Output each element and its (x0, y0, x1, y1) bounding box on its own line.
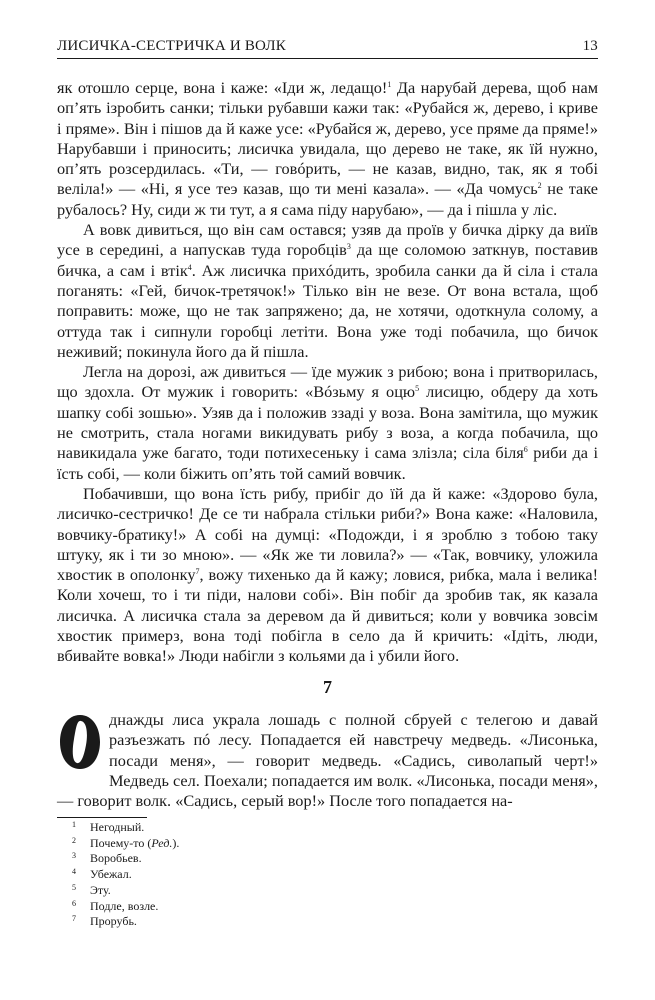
drop-cap-o (57, 712, 103, 772)
footnote-mark: 7 (72, 914, 76, 924)
footnote (72, 883, 179, 899)
footnotes (72, 820, 179, 930)
story-paragraph (57, 362, 598, 484)
footnote-mark: 6 (72, 898, 76, 908)
footnote-text: Эту. (90, 882, 111, 897)
story-paragraph (57, 484, 598, 667)
section-7-text (57, 710, 598, 811)
footnote-ref: 7 (195, 567, 200, 577)
text-run: Побачивши, що вона їсть рибу, прибіг до їй да й каже: «Здорово була, лисичко-сестричко! Де се ти набрала стільки риби?» Вона каже: «Наловила, вовчику-братику!» А собі на думці: «Подожди, і я зроблю з тобою таку штуку, як і ти зо мною». — «Як же ти ловила?» — «Так, вовчику, уложила хвостик в ополонку (57, 483, 598, 585)
text-run: риби да і їсть собі, — коли біжить оп’ять той самий вовчик. (57, 443, 598, 483)
running-head-title: ЛИСИЧКА-СЕСТРИЧКА И ВОЛК (57, 38, 286, 54)
footnote (72, 851, 179, 867)
page-number: 13 (582, 38, 598, 54)
section-number: 7 (323, 677, 332, 697)
footnote (72, 914, 179, 930)
text-run: як отошло серце, вона і каже: «Іди ж, ледащо! (57, 78, 388, 97)
footnote-ref: 4 (187, 262, 192, 272)
footnote-text: Прорубь. (90, 914, 137, 929)
running-head (57, 36, 598, 59)
footnote-mark: 2 (72, 835, 76, 845)
drop-cap-o-glyph (57, 712, 103, 772)
footnote-ref: 5 (415, 384, 420, 394)
footnote-ref: 6 (523, 445, 528, 455)
footnote (72, 820, 179, 836)
text-run: Да нарубай дерева, щоб нам оп’ять ізробить санки; тільки рубавши кажи так: «Рубайся ж, дерево, і криве і пряме». Він і пішов да й каже усе: «Рубайся ж, дерево, усе пряме да пряме!» Нарубавши і приносить; лисичка увидала, що дерево не таке, як їй нужно, оп’ять розсердилась. «Ти, — говóрить, — не казав, видно, так, як я тобі веліла!» — «Ні, я усе теэ казав, що ти мені казала». — «Да чомусь (57, 78, 598, 199)
footnote-italic: Ред. (151, 835, 173, 850)
footnote-ref: 1 (387, 80, 392, 89)
footnote (72, 867, 179, 883)
text-run: лисицю, обдеру да хоть шапку собі зошью». Узяв да і положив ззаді у воза. Вона замітила, що мужик не смотрить, стала ногами викидувать рибу з воза, а когда побачила, що навикидала уже багато, тоди потихесеньку і сама злізла; сіла біля (57, 382, 598, 463)
footnote-text: Негодный. (90, 820, 145, 834)
text-run: , вожу тихенько да й кажу; ловися, рибка, мала і велика! Коли хочеш, то і ти піди, налови собі». Він побіг да зробив так, як казала лисичка. А лисичка стала за деревом да й дивиться; коли у вовчика зовсім хвостик примерз, вона тоді побігла в село да й кричить: «Ідіть, люди, вбивайте вовка!» Люди набігли з кольями да і убили його. (57, 565, 598, 666)
text-run: не таке рубалось? Ну, сиди ж ти тут, а я сама піду нарубаю», — да і пішла у ліс. (57, 179, 598, 219)
story-paragraph (57, 220, 598, 362)
story-body (57, 78, 598, 667)
footnote-text: Убежал. (90, 867, 132, 882)
footnote-mark: 3 (72, 851, 76, 861)
footnote-ref: 3 (346, 242, 351, 252)
footnote (72, 836, 179, 852)
footnote-rule (57, 817, 147, 818)
footnote-ref: 2 (537, 181, 542, 191)
story-paragraph (57, 78, 598, 220)
footnote-mark: 5 (72, 882, 76, 892)
text-run: А вовк дивиться, що він сам остався; узяв да проїв у бичка дірку да виїв усе в середині, а напускав туда горобців (57, 220, 598, 260)
footnote-text: Воробьев. (90, 851, 142, 866)
footnote-mark: 4 (72, 867, 76, 877)
footnote-mark: 1 (72, 820, 76, 829)
footnote-text: Почему-то ( (90, 835, 152, 850)
footnote-text: Подле, возле. (90, 898, 159, 913)
text-run: да ще соломою заткнув, поставив бичка, а сам і втік (57, 240, 598, 280)
text-run: . Аж лисичка прихóдить, зробила санки да й сіла і стала поганять: «Гей, бичок-третячок!» Тілько він не везе. От вона встала, щоб поправить: може, що не так запряжено; да, не хотячи, одоткнула солому, а оттуда так і сипнули горобці летіти. Вона уже тоді побачила, що бичок неживий; покинула його да й пішла. (57, 260, 598, 361)
footnote-text-tail: ). (172, 835, 180, 850)
text-run: Легла на дорозі, аж дивиться — їде мужик з рибою; вона і притворилась, що здохла. От мужик і говорить: «Вóзьму я оцю (57, 362, 598, 402)
section-7-paragraph (57, 710, 598, 811)
section-7-text-run: днажды лиса украла лошадь с полной сбруей с телегою и давай разъезжать пó лесу. Попадается ей навстречу медведь. «Лисонька, посади меня», — говорит медведь. «Садись, сиволапый черт!» Медведь сел. Поехали; попадается им волк. «Лисонька, посади меня», — говорит волк. «Садись, серый вор!» После того попадается на- (57, 710, 598, 811)
footnote (72, 899, 179, 915)
